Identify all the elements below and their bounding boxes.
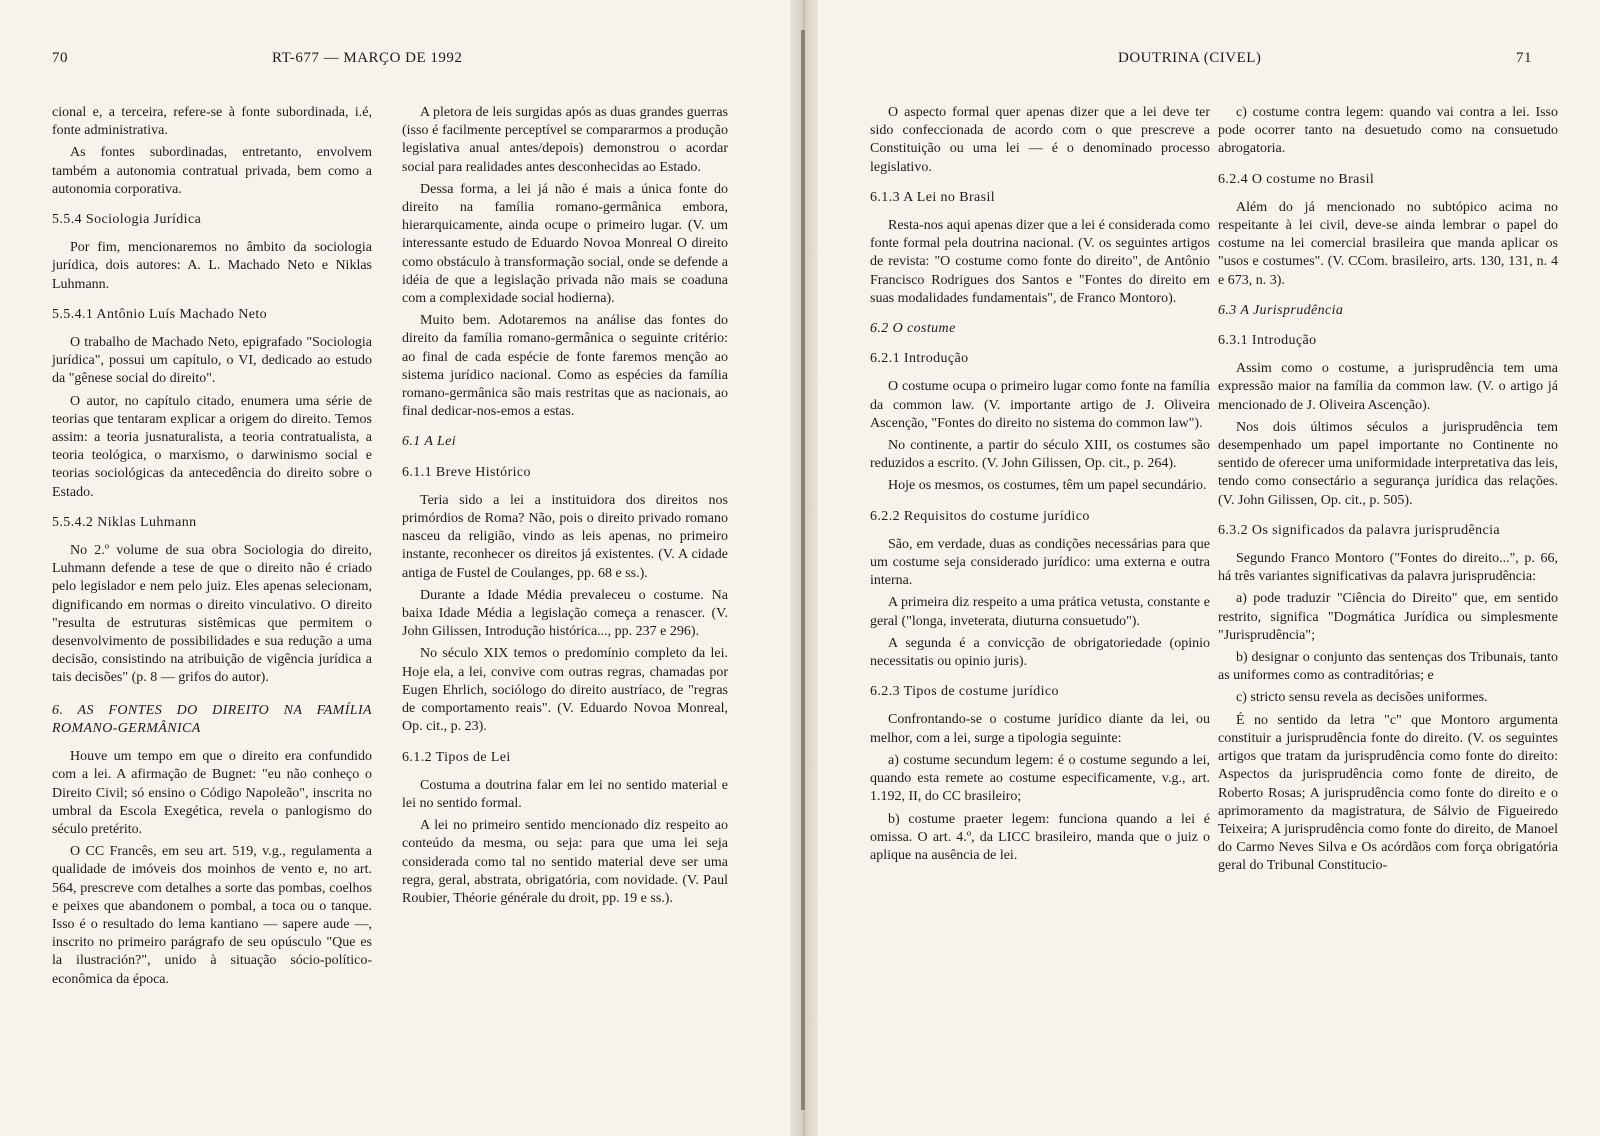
body-paragraph: a) costume secundum legem: é o costume segundo a lei, quando esta remete ao costume especificamente, v.g., art. 1.192, II, do CC brasileiro; (870, 752, 1210, 805)
section-heading: 6.2.1 Introdução (870, 351, 969, 367)
body-paragraph: Além do já mencionado no subtópico acima no respeitante à lei civil, deve-se ainda lembrar o papel do costume na lei comercial brasileira que manda aplicar os "usos e costumes". (V. CCom. brasileiro, arts. 130, 131, n. 4 e 673, n. 3). (1218, 199, 1558, 288)
body-paragraph: Nos dois últimos séculos a jurisprudência tem desempenhado um papel importante no Continente no sentido de oferecer uma uniformidade interpretativa das leis, tendo como consectário a segurança jurídica das relações. (V. John Gilissen, Op. cit., p. 505). (1218, 419, 1558, 508)
body-paragraph: a) pode traduzir "Ciência do Direito" que, em sentido restrito, significa "Dogmática Jurídica ou simplesmente "Jurisprudência"; (1218, 591, 1558, 643)
right-page (818, 0, 1600, 1136)
body-paragraph: No 2.º volume de sua obra Sociologia do direito, Luhmann defende a tese de que o direito não é criado pelo legislador e nem pelo juiz. Eles apenas selecionam, dignificando em normas o direito vinculativo. O direito "resulta de estruturas sistêmicas que permitem o desenvolvimento de possibilidades e sua redução a uma decisão, consistindo na atribuição de vigência jurídica a tais decisões" (p. 8 — grifos do autor). (52, 543, 372, 686)
section-heading: 5.5.4 Sociologia Jurídica (52, 212, 202, 228)
body-paragraph: Por fim, mencionaremos no âmbito da sociologia jurídica, dois autores: A. L. Machado Neto e Niklas Luhmann. (52, 240, 372, 292)
left-column-1 (52, 104, 372, 993)
body-paragraph: c) costume contra legem: quando vai contra a lei. Isso pode ocorrer tanto na desuetudo como na consuetudo abrogatoria. (1218, 105, 1558, 157)
right-page-number: 71 (1516, 50, 1532, 66)
section-heading: 6.3.2 Os significados da palavra jurisprudência (1218, 522, 1501, 538)
body-paragraph: Assim como o costume, a jurisprudência tem uma expressão maior na família da common law. (V. o artigo já mencionado de J. Oliveira Ascenção). (1218, 361, 1558, 413)
body-paragraph: As fontes subordinadas, entretanto, envolvem também a autonomia contratual privada, bem como a autonomia corporativa. (52, 145, 372, 197)
body-paragraph: A pletora de leis surgidas após as duas grandes guerras (isso é facilmente perceptível se compararmos a produção legislativa anual antes/depois) demonstrou o acordar social para realidades antes desconhecidas ao Estado. (402, 105, 728, 175)
section-heading: 5.5.4.2 Niklas Luhmann (52, 514, 197, 530)
section-heading: 6.2.4 O costume no Brasil (1218, 171, 1375, 187)
body-paragraph: Houve um tempo em que o direito era confundido com a lei. A afirmação de Bugnet: "eu não conheço o Direito Civil; só ensino o Código Napoleão", inscrita no umbral da Escola Exegética, revela o panlogismo do século pretérito. (52, 749, 372, 837)
body-paragraph: cional e, a terceira, refere-se à fonte subordinada, i.é, fonte administrativa. (52, 105, 372, 139)
body-paragraph: O aspecto formal quer apenas dizer que a lei deve ter sido confeccionada de acordo com o que prescreve a Constituição ou uma lei — é o denominado processo legislativo. (870, 105, 1210, 175)
body-paragraph: No século XIX temos o predomínio completo da lei. Hoje ela, a lei, convive com outras regras, chamadas por Eugen Ehrlich, sociólogo do direito austríaco, de "regras de comportamento reais". (V. Eduardo Novoa Monreal, Op. cit., p. 23). (402, 646, 728, 735)
body-paragraph: Teria sido a lei a instituidora dos direitos nos primórdios de Roma? Não, pois o direito privado romano nasceu da religião, vindo as leis apenas, no primeiro instante, reconhecer os direitos já existentes. (V. A cidade antiga de Fustel de Coulanges, pp. 68 e ss.). (402, 492, 728, 581)
right-running-head: DOUTRINA (CIVEL) (1118, 50, 1262, 66)
body-paragraph: Hoje os mesmos, os costumes, têm um papel secundário. (888, 478, 1207, 494)
section-heading: 6.2.3 Tipos de costume jurídico (870, 684, 1059, 700)
section-heading: 6.2 O costume (870, 321, 956, 337)
section-heading: 6.3.1 Introdução (1218, 333, 1317, 349)
body-paragraph: Resta-nos aqui apenas dizer que a lei é considerada como fonte formal pela doutrina nacional. (V. os seguintes artigos de revista: "O costume como fonte do direito", de Antônio Francisco Rodrigues dos Santos e "Fontes do direito em suas modalidades fundamentais", de Franco Montoro). (870, 218, 1210, 306)
right-column-2 (1218, 104, 1558, 880)
section-heading: 6.1.1 Breve Histórico (402, 464, 531, 480)
body-paragraph: Dessa forma, a lei já não é mais a única fonte do direito na família romano-germânica embora, hierarquicamente, ainda ocupe o primeiro lugar. (V. um interessante estudo de Eduardo Novoa Monreal O direito como obstáculo à transformação social, onde se defende a idéia de que a legislação privada não mais se coaduna com a complexidade social hodierna). (402, 181, 728, 307)
left-page-number: 70 (52, 50, 68, 66)
right-column-1 (870, 104, 1210, 869)
left-running-head: RT-677 — MARÇO DE 1992 (272, 50, 463, 66)
book-gutter (790, 0, 818, 1136)
body-paragraph: b) costume praeter legem: funciona quando a lei é omissa. O art. 4.º, da LICC brasileiro, manda que o juiz o aplique na ausência de lei. (870, 811, 1210, 863)
section-heading: 6.1.3 A Lei no Brasil (870, 189, 996, 205)
section-heading: 6.1 A Lei (402, 434, 457, 450)
body-paragraph: O autor, no capítulo citado, enumera uma série de teorias que tentaram explicar a origem do direito. Temos assim: a teoria jusnaturalista, a teoria contratualista, a teoria teológica, o marxismo, o darwinismo social e teorias sociológicas da antecedência do direito sobre o Estado. (52, 393, 372, 500)
body-paragraph: Muito bem. Adotaremos na análise das fontes do direito da família romano-germânica o seguinte critério: ao final de cada espécie de fonte faremos menção ao sistema jurídico nacional. Como as espécies da família romano-germânica são mais restritas que as nacionais, ao final dedicar-nos-emos a estas. (402, 313, 728, 420)
body-paragraph: São, em verdade, duas as condições necessárias para que um costume seja considerado jurídico: uma externa e outra interna. (870, 536, 1210, 589)
body-paragraph: Segundo Franco Montoro ("Fontes do direito...", p. 66, há três variantes significativas da palavra jurisprudência: (1218, 551, 1558, 585)
body-paragraph: O costume ocupa o primeiro lugar como fonte na família da common law. (V. importante artigo de J. Oliveira Ascenção, "Fontes do direito no sistema do common law"). (870, 379, 1210, 431)
chapter-heading: 6. AS FONTES DO DIREITO NA FAMÍLIA ROMANO-GERMÂNICA (52, 702, 372, 736)
section-heading: 6.1.2 Tipos de Lei (402, 749, 511, 765)
body-paragraph: O CC Francês, em seu art. 519, v.g., regulamenta a qualidade de imóveis dos moinhos de vento e, no art. 564, prescreve com detalhes a sorte das pombas, coelhos e peixes que abandonem o pombal, a toca ou o tanque. Isso é o resultado do lema kantiano — sapere aude —, inscrito no primeiro parágrafo de seu opúsculo "Que es la ilustración?", unido à situação sócio-político-econômica da época. (52, 844, 372, 987)
body-paragraph: O trabalho de Machado Neto, epigrafado "Sociologia jurídica", possui um capítulo, o VI, dedicado ao estudo da "gênese social do direito". (52, 335, 372, 387)
section-heading: 6.3 A Jurisprudência (1218, 302, 1344, 318)
body-paragraph: Durante a Idade Média prevaleceu o costume. Na baixa Idade Média a legislação começa a renascer. (V. John Gilissen, Introdução histórica..., pp. 237 e 296). (402, 587, 728, 640)
section-heading: 5.5.4.1 Antônio Luís Machado Neto (52, 306, 268, 322)
left-page (0, 0, 790, 1136)
body-paragraph: Costuma a doutrina falar em lei no sentido material e lei no sentido formal. (402, 777, 728, 811)
body-paragraph: A lei no primeiro sentido mencionado diz respeito ao conteúdo da mesma, ou seja: para que uma lei seja considerada como tal no sentido material deve ser uma regra, geral, abstrata, obrigatória, com novidade. (V. Paul Roubier, Théorie générale du droit, pp. 19 e ss.). (402, 818, 728, 906)
body-paragraph: A segunda é a convicção de obrigatoriedade (opinio necessitatis ou opinio juris). (870, 635, 1210, 670)
body-paragraph: É no sentido da letra "c" que Montoro argumenta constituir a jurisprudência fonte do direito. (V. os seguintes artigos que tratam da jurisprudência como fonte do direito: Aspectos da jurisprudência como fonte de direito, de Roberto Rosas; A jurisprudência como fonte do direito e o aprimoramento da magistratura, de Sálvio de Figueiredo Teixeira; A jurisprudência como fonte do direito, de Manoel do Carmo Neves Silva e Os acórdãos com força obrigatória geral do Tribunal Constitucio- (1218, 712, 1558, 874)
body-paragraph: c) stricto sensu revela as decisões uniformes. (1236, 690, 1488, 706)
body-paragraph: A primeira diz respeito a uma prática vetusta, constante e geral ("longa, inveterata, diuturna consuetudo"). (870, 595, 1210, 629)
body-paragraph: No continente, a partir do século XIII, os costumes são reduzidos a escrito. (V. John Gilissen, Op. cit., p. 264). (870, 438, 1210, 472)
left-column-2 (402, 104, 728, 912)
body-paragraph: Confrontando-se o costume jurídico diante da lei, ou melhor, com a lei, surge a tipologia seguinte: (870, 712, 1210, 746)
section-heading: 6.2.2 Requisitos do costume jurídico (870, 508, 1090, 524)
body-paragraph: b) designar o conjunto das sentenças dos Tribunais, tanto as uniformes como as contraditórias; e (1218, 650, 1558, 684)
